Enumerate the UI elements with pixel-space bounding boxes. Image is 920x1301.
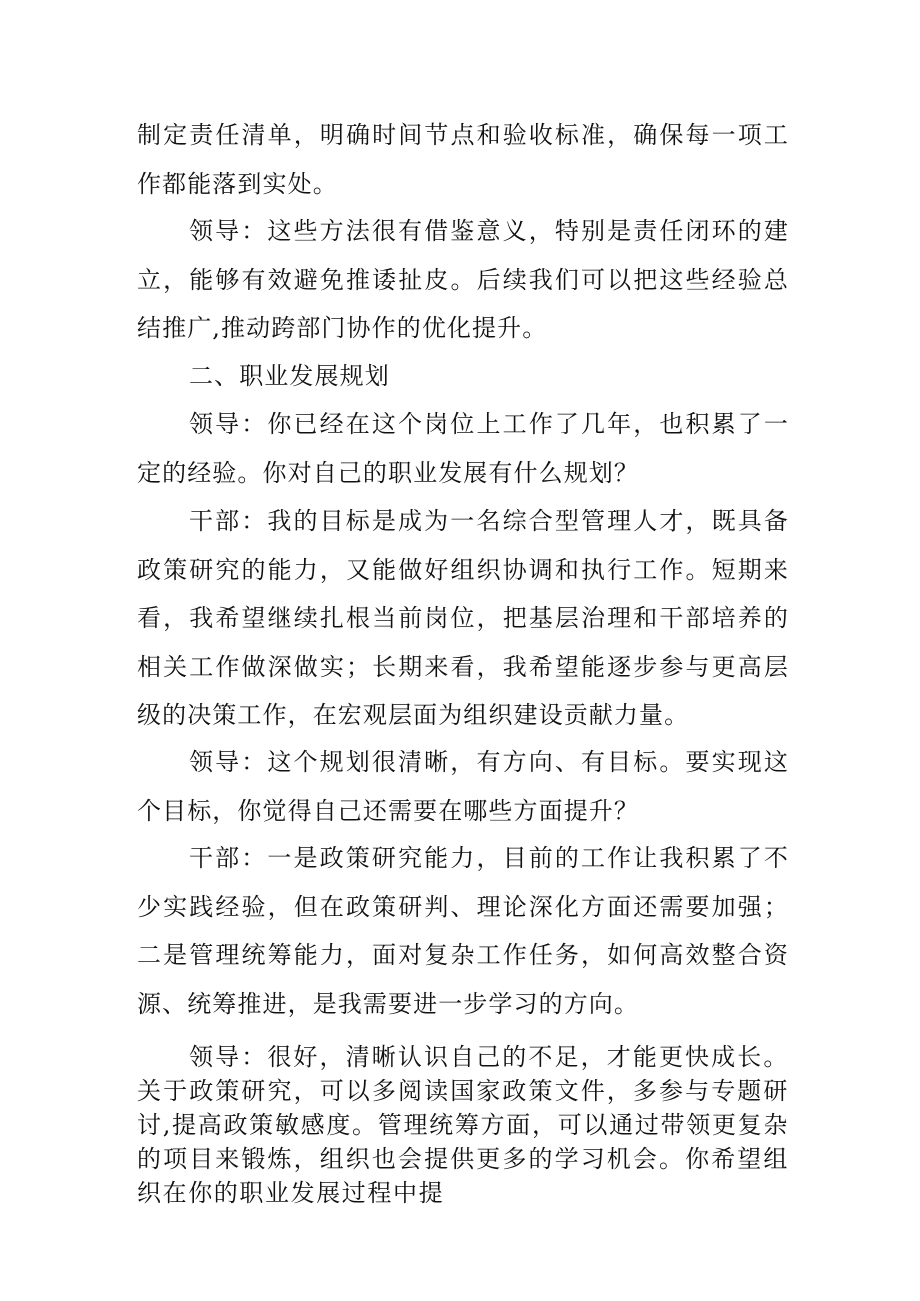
paragraph-1: 制定责任清单，明确时间节点和验收标准，确保每一项工作都能落到实处。: [137, 121, 789, 198]
paragraph-7: 领导：很好，清晰认识自己的不足，才能更快成长。关于政策研究，可以多阅读国家政策文件，多参与专题研讨,提高政策敏感度。管理统筹方面，可以通过带领更复杂的项目来锻炼，组织也会提供更多的学习机会。你希望组织在你的职业发展过程中提: [137, 1043, 789, 1207]
paragraph-4: 干部：我的目标是成为一名综合型管理人才，既具备政策研究的能力，又能做好组织协调和执行工作。短期来看，我希望继续扎根当前岗位，把基层治理和干部培养的相关工作做深做实；长期来看，我希望能逐步参与更高层级的决策工作，在宏观层面为组织建设贡献力量。: [137, 507, 789, 729]
paragraph-3: 领导：你已经在这个岗位上工作了几年，也积累了一定的经验。你对自己的职业发展有什么规划？: [137, 410, 789, 487]
section-heading: 二、职业发展规划: [189, 362, 390, 390]
paragraph-5: 领导：这个规划很清晰，有方向、有目标。要实现这个目标，你觉得自己还需要在哪些方面提升？: [137, 748, 789, 825]
paragraph-6: 干部：一是政策研究能力，目前的工作让我积累了不少实践经验，但在政策研判、理论深化方面还需要加强；二是管理统筹能力，面对复杂工作任务，如何高效整合资源、统筹推进，是我需要进一步学习的方向。: [137, 844, 789, 1018]
paragraph-2: 领导：这些方法很有借鉴意义，特别是责任闭环的建立，能够有效避免推诿扯皮。后续我们可以把这些经验总结推广,推动跨部门协作的优化提升。: [137, 217, 789, 342]
